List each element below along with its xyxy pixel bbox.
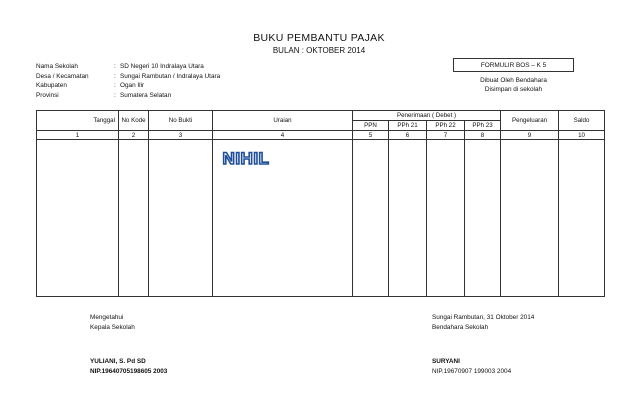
info-value: Sumatera Selatan (120, 91, 172, 99)
table-cell (37, 140, 119, 297)
signature-right-identity (432, 357, 511, 376)
header-row-top (37, 111, 605, 121)
table-body-row (37, 140, 605, 297)
document-title: BUKU PEMBANTU PAJAK (253, 32, 385, 44)
column-number: 1 (37, 131, 119, 140)
info-label: Provinsi (36, 91, 59, 99)
column-number: 2 (119, 131, 149, 140)
document-subtitle: BULAN : OKTOBER 2014 (272, 46, 366, 55)
info-value: Sungai Rambutan / Indralaya Utara (120, 72, 221, 80)
signature-right-line2: Bendahara Sekolah (432, 323, 489, 331)
header-no-bukti: No Bukti (149, 111, 213, 131)
info-row-regency: Kabupaten : Ogan Ilir (36, 82, 145, 89)
column-number: 6 (389, 131, 427, 140)
headmaster-nip: NIP.19640705198605 2003 (90, 367, 168, 375)
info-label: Desa / Kecamatan (36, 72, 89, 80)
header-pph22: PPh 22 (427, 121, 465, 131)
treasurer-name: SURYANI (432, 358, 460, 365)
column-number: 5 (353, 131, 389, 140)
school-info (36, 62, 220, 100)
info-row-school-name: Nama Sekolah : SD Negeri 10 Indralaya Utara (36, 63, 204, 70)
header-pph23: PPh 23 (465, 121, 501, 131)
header-pph21: PPh 21 (389, 121, 427, 131)
nihil-stamp (218, 148, 274, 168)
table-cell (559, 140, 605, 297)
table-cell (149, 140, 213, 297)
header-ppn: PPN (353, 121, 389, 131)
column-number: 3 (149, 131, 213, 140)
header-penerimaan: Penerimaan ( Debet ) (353, 111, 501, 121)
form-note-line-1: Dibuat Oleh Bendahara (480, 77, 547, 84)
form-note-line-2: Disimpan di sekolah (484, 86, 543, 93)
header-uraian: Uraian (213, 111, 353, 131)
info-value: Ogan Ilir (120, 82, 145, 89)
table-cell (389, 140, 427, 297)
info-label: Kabupaten (36, 82, 67, 89)
signature-right (432, 313, 534, 332)
column-number-row (37, 131, 605, 140)
header-no-kode: No Kode (119, 111, 149, 131)
table-cell (501, 140, 559, 297)
table-cell (465, 140, 501, 297)
tax-ledger-table (36, 110, 605, 297)
signature-right-line1: Sungai Rambutan, 31 Oktober 2014 (432, 314, 535, 321)
column-number: 10 (559, 131, 605, 140)
column-number: 9 (501, 131, 559, 140)
nihil-stamp-text: NIHIL (222, 149, 270, 168)
info-row-village: Desa / Kecamatan : Sungai Rambutan / Indralaya Utara (36, 72, 221, 80)
signature-left (90, 313, 135, 332)
signature-left-line2: Kepala Sekolah (90, 323, 135, 331)
form-note (453, 76, 574, 94)
header-tanggal: Tanggal (37, 111, 119, 131)
table-cell (427, 140, 465, 297)
treasurer-nip: NIP.19670907 199003 2004 (432, 367, 512, 375)
column-number: 7 (427, 131, 465, 140)
info-row-province: Provinsi : Sumatera Selatan (36, 91, 172, 99)
column-number: 8 (465, 131, 501, 140)
header-pengeluaran: Pengeluaran (501, 111, 559, 131)
form-code-box: FORMULIR BOS – K 5 (453, 58, 574, 72)
info-label: Nama Sekolah (36, 63, 78, 70)
info-value: SD Negeri 10 Indralaya Utara (120, 63, 204, 70)
header-saldo: Saldo (559, 111, 605, 131)
table-cell (353, 140, 389, 297)
table-cell (119, 140, 149, 297)
signature-left-identity (90, 357, 167, 376)
signature-left-line1: Mengetahui (90, 314, 124, 321)
column-number: 4 (213, 131, 353, 140)
headmaster-name: YULIANI, S. Pd SD (90, 358, 146, 365)
